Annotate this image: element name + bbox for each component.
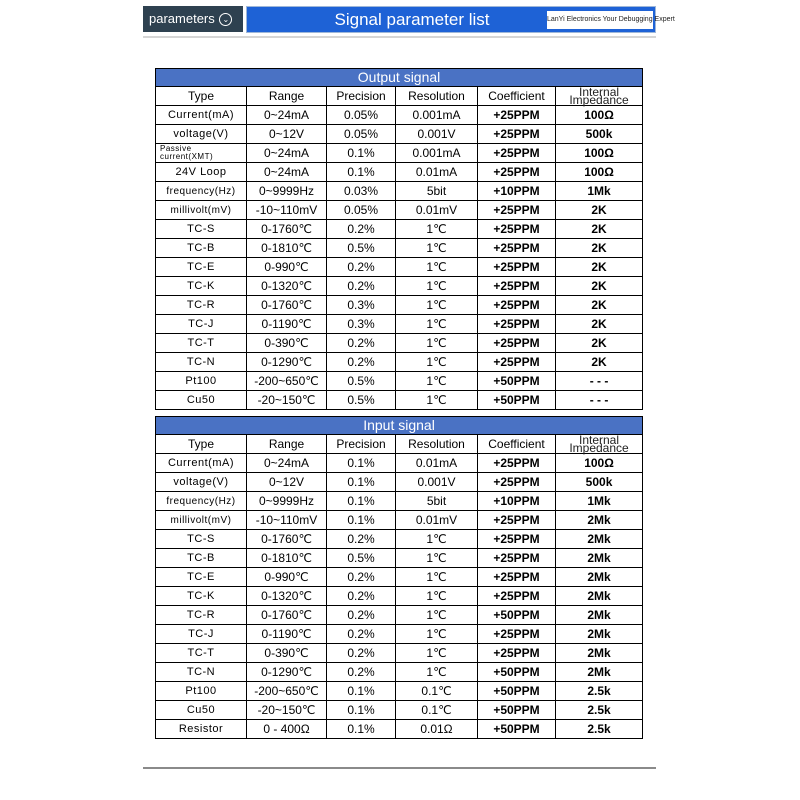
cell-range: 0-1810℃ [247,549,327,568]
cell-coefficient: +25PPM [478,549,556,568]
cell-type: voltage(V) [156,473,247,492]
table-row [156,106,643,125]
table-row [156,454,643,473]
cell-type: TC-J [156,315,247,334]
cell-impedance: 100Ω [556,163,643,182]
cell-range: 0 - 400Ω [247,720,327,739]
table-row [156,372,643,391]
cell-precision: 0.2% [327,625,396,644]
cell-range: 0-1320℃ [247,277,327,296]
table-row [156,163,643,182]
output-signal-table [155,68,643,410]
cell-impedance: 2K [556,277,643,296]
table-row [156,587,643,606]
cell-range: 0-1190℃ [247,625,327,644]
cell-precision: 0.2% [327,663,396,682]
page-title: Signal parameter list [334,10,490,29]
cell-precision: 0.1% [327,454,396,473]
cell-precision: 0.2% [327,277,396,296]
cell-resolution: 0.001mA [396,144,478,163]
cell-resolution: 0.01mA [396,454,478,473]
cell-type: 24V Loop [156,163,247,182]
cell-impedance: 2Mk [556,530,643,549]
cell-precision: 0.2% [327,644,396,663]
input-section-title: Input signal [156,417,643,435]
brand-slogan: LanYi Electronics Your Debugging Expert [547,11,653,29]
cell-precision: 0.2% [327,606,396,625]
cell-resolution: 0.001V [396,473,478,492]
cell-coefficient: +25PPM [478,568,556,587]
col-resolution: Resolution [396,435,478,454]
cell-coefficient: +25PPM [478,106,556,125]
cell-resolution: 0.1℃ [396,701,478,720]
table-row [156,258,643,277]
cell-resolution: 1℃ [396,334,478,353]
table-row [156,549,643,568]
cell-precision: 0.1% [327,163,396,182]
cell-precision: 0.2% [327,334,396,353]
cell-precision: 0.1% [327,682,396,701]
cell-impedance: 500k [556,125,643,144]
cell-coefficient: +50PPM [478,720,556,739]
cell-range: -10~110mV [247,201,327,220]
cell-coefficient: +25PPM [478,511,556,530]
table-row [156,530,643,549]
cell-type: TC-J [156,625,247,644]
cell-impedance: 2Mk [556,587,643,606]
cell-resolution: 1℃ [396,220,478,239]
cell-coefficient: +25PPM [478,125,556,144]
cell-impedance: 2K [556,239,643,258]
cell-impedance: 2Mk [556,625,643,644]
cell-range: 0~12V [247,473,327,492]
cell-range: 0~24mA [247,454,327,473]
cell-precision: 0.1% [327,720,396,739]
cell-resolution: 1℃ [396,625,478,644]
cell-coefficient: +25PPM [478,625,556,644]
col-type: Type [156,435,247,454]
cell-resolution: 0.01mV [396,201,478,220]
cell-impedance: 2K [556,353,643,372]
cell-resolution: 1℃ [396,644,478,663]
cell-type: Pt100 [156,372,247,391]
cell-impedance: 2K [556,334,643,353]
cell-impedance: 2K [556,220,643,239]
chevron-down-icon: ⌄ [219,13,232,26]
table-row [156,492,643,511]
cell-coefficient: +25PPM [478,587,556,606]
cell-resolution: 0.1℃ [396,682,478,701]
cell-coefficient: +50PPM [478,663,556,682]
cell-type: TC-R [156,606,247,625]
cell-coefficient: +50PPM [478,606,556,625]
table-row [156,511,643,530]
table-row [156,568,643,587]
cell-type: Passive current(XMT) [156,144,247,163]
cell-precision: 0.5% [327,372,396,391]
cell-resolution: 1℃ [396,663,478,682]
cell-coefficient: +25PPM [478,296,556,315]
cell-impedance: 100Ω [556,106,643,125]
cell-range: 0-390℃ [247,334,327,353]
table-row [156,720,643,739]
cell-type: TC-R [156,296,247,315]
cell-precision: 0.1% [327,492,396,511]
cell-impedance: 2K [556,201,643,220]
title-banner [246,6,675,33]
col-coefficient: Coefficient [478,435,556,454]
cell-coefficient: +25PPM [478,315,556,334]
cell-precision: 0.5% [327,391,396,410]
cell-range: 0~24mA [247,163,327,182]
cell-coefficient: +25PPM [478,277,556,296]
cell-resolution: 1℃ [396,353,478,372]
cell-coefficient: +25PPM [478,220,556,239]
cell-range: 0-1760℃ [247,530,327,549]
cell-impedance: 500k [556,473,643,492]
table-row [156,201,643,220]
col-range: Range [247,87,327,106]
cell-precision: 0.2% [327,258,396,277]
col-precision: Precision [327,435,396,454]
table-row [156,473,643,492]
cell-precision: 0.2% [327,530,396,549]
table-row [156,606,643,625]
cell-coefficient: +50PPM [478,701,556,720]
cell-impedance: - - - [556,391,643,410]
cell-resolution: 0.01mV [396,511,478,530]
cell-coefficient: +25PPM [478,239,556,258]
cell-coefficient: +25PPM [478,644,556,663]
table-row [156,701,643,720]
cell-range: 0-990℃ [247,258,327,277]
table-row [156,182,643,201]
cell-precision: 0.2% [327,220,396,239]
cell-range: 0~12V [247,125,327,144]
cell-type: TC-E [156,568,247,587]
output-header-row [156,87,643,106]
cell-precision: 0.05% [327,106,396,125]
table-row [156,391,643,410]
cell-type: TC-T [156,644,247,663]
cell-coefficient: +50PPM [478,372,556,391]
cell-range: -200~650℃ [247,372,327,391]
cell-precision: 0.2% [327,568,396,587]
col-impedance: Internal Impedance [556,435,643,454]
cell-resolution: 1℃ [396,315,478,334]
table-row [156,663,643,682]
cell-impedance: 1Mk [556,182,643,201]
cell-type: frequency(Hz) [156,492,247,511]
cell-impedance: 2.5k [556,682,643,701]
cell-range: 0~24mA [247,106,327,125]
cell-type: TC-T [156,334,247,353]
cell-precision: 0.3% [327,296,396,315]
cell-resolution: 1℃ [396,606,478,625]
cell-impedance: 2.5k [556,720,643,739]
cell-resolution: 1℃ [396,587,478,606]
cell-resolution: 0.001V [396,125,478,144]
cell-precision: 0.1% [327,473,396,492]
cell-type: TC-K [156,277,247,296]
cell-impedance: 1Mk [556,492,643,511]
cell-precision: 0.5% [327,549,396,568]
table-row [156,125,643,144]
cell-type: frequency(Hz) [156,182,247,201]
cell-impedance: 2Mk [556,606,643,625]
cell-type: Resistor [156,720,247,739]
cell-impedance: 100Ω [556,454,643,473]
cell-resolution: 1℃ [396,549,478,568]
input-signal-table [155,416,643,739]
table-row [156,682,643,701]
parameters-tab[interactable] [143,6,243,32]
col-precision: Precision [327,87,396,106]
col-resolution: Resolution [396,87,478,106]
cell-range: 0-1760℃ [247,296,327,315]
cell-precision: 0.2% [327,587,396,606]
cell-type: Cu50 [156,391,247,410]
input-header-row [156,435,643,454]
cell-coefficient: +10PPM [478,492,556,511]
cell-range: 0~9999Hz [247,492,327,511]
cell-impedance: 2K [556,315,643,334]
cell-coefficient: +25PPM [478,144,556,163]
col-coefficient: Coefficient [478,87,556,106]
cell-resolution: 1℃ [396,277,478,296]
cell-type: TC-S [156,530,247,549]
cell-precision: 0.05% [327,201,396,220]
cell-impedance: 2K [556,296,643,315]
cell-range: 0-1320℃ [247,587,327,606]
cell-impedance: 100Ω [556,144,643,163]
cell-coefficient: +25PPM [478,334,556,353]
header-divider [143,36,656,38]
cell-coefficient: +25PPM [478,258,556,277]
cell-type: TC-N [156,663,247,682]
cell-precision: 0.1% [327,511,396,530]
cell-resolution: 1℃ [396,391,478,410]
cell-impedance: - - - [556,372,643,391]
table-row [156,220,643,239]
cell-precision: 0.1% [327,144,396,163]
cell-precision: 0.5% [327,239,396,258]
cell-type: millivolt(mV) [156,511,247,530]
cell-coefficient: +25PPM [478,454,556,473]
cell-range: 0-390℃ [247,644,327,663]
cell-range: -20~150℃ [247,701,327,720]
cell-type: TC-B [156,239,247,258]
cell-resolution: 0.001mA [396,106,478,125]
cell-impedance: 2Mk [556,549,643,568]
cell-type: Pt100 [156,682,247,701]
cell-type: voltage(V) [156,125,247,144]
output-section-title: Output signal [156,69,643,87]
cell-coefficient: +25PPM [478,163,556,182]
col-type: Type [156,87,247,106]
cell-resolution: 1℃ [396,239,478,258]
cell-precision: 0.05% [327,125,396,144]
cell-type: millivolt(mV) [156,201,247,220]
cell-range: 0-990℃ [247,568,327,587]
cell-range: 0-1810℃ [247,239,327,258]
cell-resolution: 5bit [396,182,478,201]
table-row [156,277,643,296]
cell-type: Cu50 [156,701,247,720]
cell-range: 0-1290℃ [247,353,327,372]
cell-type: TC-B [156,549,247,568]
cell-impedance: 2K [556,258,643,277]
cell-range: 0-1760℃ [247,606,327,625]
col-impedance: Internal Impedance [556,87,643,106]
cell-coefficient: +25PPM [478,530,556,549]
footer-divider [143,767,656,769]
cell-resolution: 1℃ [396,530,478,549]
cell-impedance: 2Mk [556,511,643,530]
cell-coefficient: +25PPM [478,353,556,372]
cell-impedance: 2Mk [556,644,643,663]
cell-type: Current(mA) [156,454,247,473]
cell-range: 0-1760℃ [247,220,327,239]
cell-range: 0~9999Hz [247,182,327,201]
cell-precision: 0.3% [327,315,396,334]
table-row [156,353,643,372]
cell-impedance: 2Mk [556,568,643,587]
cell-precision: 0.1% [327,701,396,720]
cell-type: TC-E [156,258,247,277]
table-row [156,315,643,334]
cell-type: TC-S [156,220,247,239]
cell-range: -200~650℃ [247,682,327,701]
cell-impedance: 2Mk [556,663,643,682]
cell-impedance: 2.5k [556,701,643,720]
cell-coefficient: +25PPM [478,473,556,492]
table-row [156,334,643,353]
table-row [156,625,643,644]
cell-range: -10~110mV [247,511,327,530]
cell-resolution: 5bit [396,492,478,511]
cell-type: TC-K [156,587,247,606]
parameters-label: parameters [149,11,215,26]
col-range: Range [247,435,327,454]
cell-resolution: 1℃ [396,568,478,587]
table-row [156,296,643,315]
cell-coefficient: +25PPM [478,201,556,220]
table-row [156,644,643,663]
cell-coefficient: +10PPM [478,182,556,201]
table-row [156,239,643,258]
cell-precision: 0.2% [327,353,396,372]
cell-resolution: 1℃ [396,372,478,391]
cell-type: TC-N [156,353,247,372]
table-row [156,144,643,163]
cell-resolution: 1℃ [396,258,478,277]
cell-precision: 0.03% [327,182,396,201]
cell-coefficient: +50PPM [478,682,556,701]
cell-resolution: 0.01Ω [396,720,478,739]
cell-range: 0~24mA [247,144,327,163]
cell-range: 0-1290℃ [247,663,327,682]
cell-range: 0-1190℃ [247,315,327,334]
cell-resolution: 0.01mA [396,163,478,182]
cell-resolution: 1℃ [396,296,478,315]
cell-range: -20~150℃ [247,391,327,410]
cell-type: Current(mA) [156,106,247,125]
cell-coefficient: +50PPM [478,391,556,410]
